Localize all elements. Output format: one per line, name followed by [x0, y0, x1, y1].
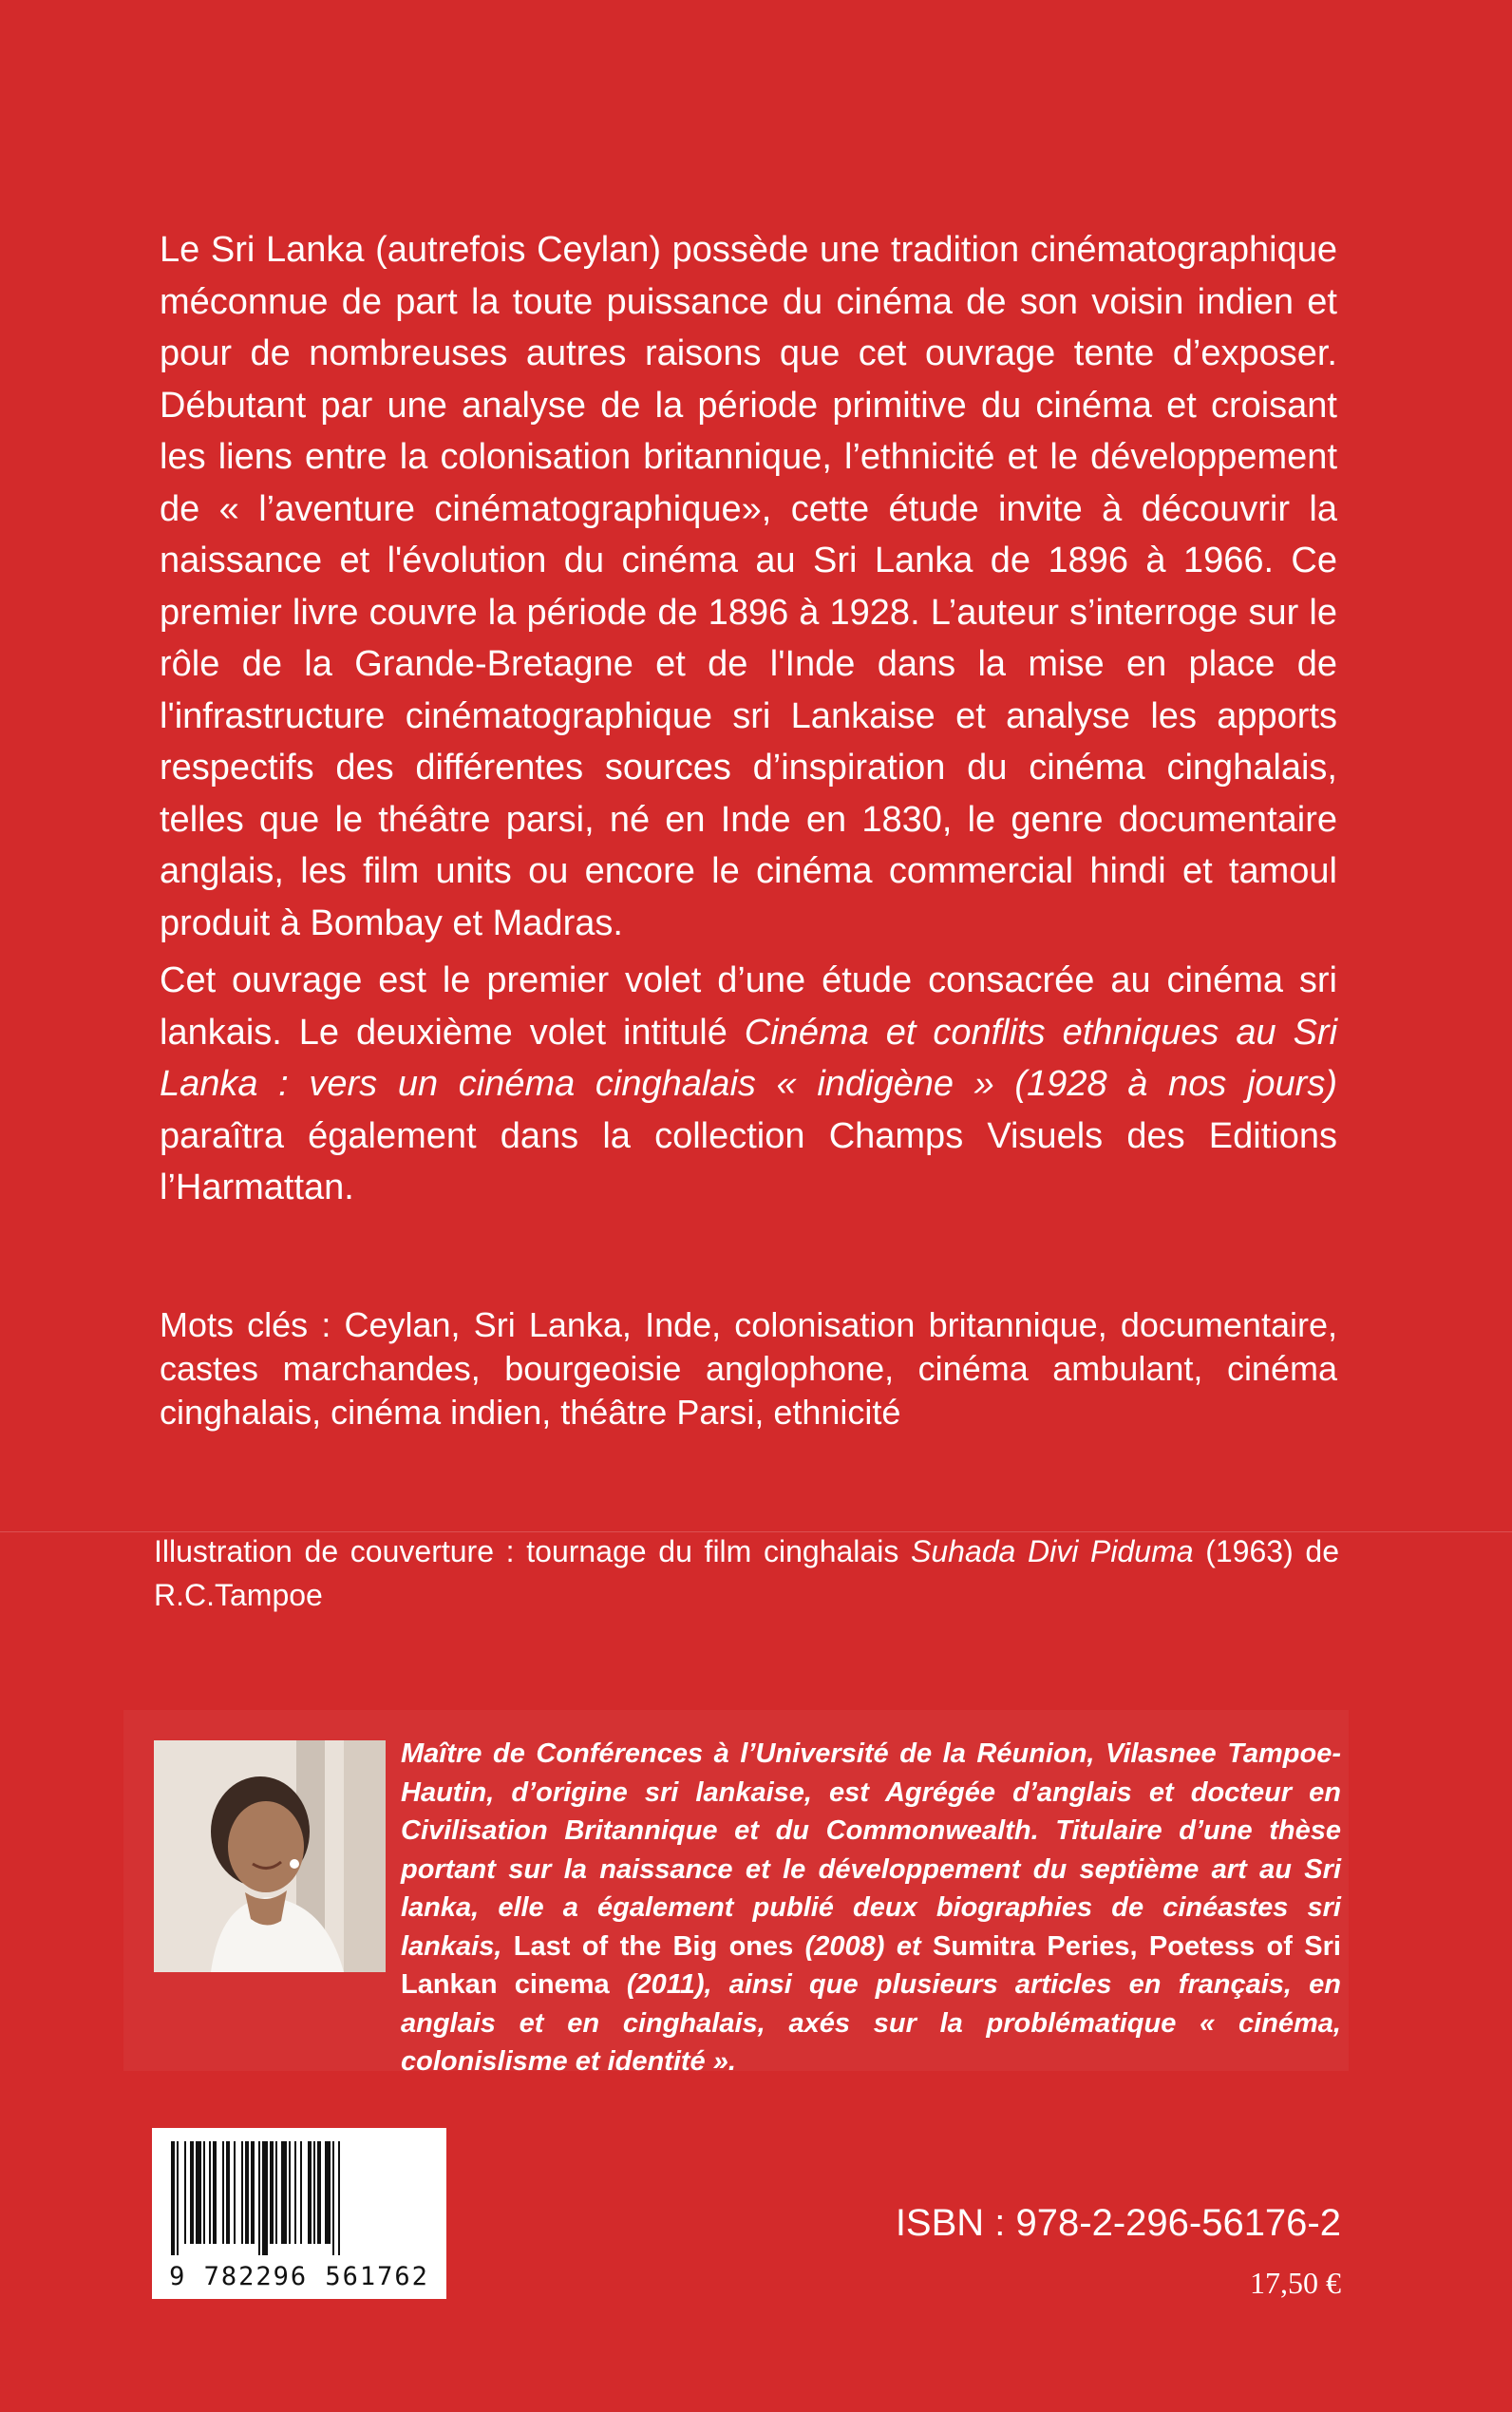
barcode-bar [275, 2141, 277, 2244]
barcode-bar [325, 2141, 331, 2244]
barcode-bar [226, 2141, 230, 2244]
barcode-bar [209, 2141, 211, 2244]
barcode-bar [289, 2141, 291, 2244]
author-photo [154, 1740, 386, 1972]
barcode-bar [338, 2141, 340, 2255]
barcode-bar [213, 2141, 217, 2244]
isbn: ISBN : 978-2-296-56176-2 [895, 2202, 1341, 2244]
keywords-text: Mots clés : Ceylan, Sri Lanka, Inde, colonisation britannique, documentaire, castes marchandes, bourgeoisie anglophone, cinéma ambulant, cinéma cinghalais, cinéma indien, théâtre Parsi, ethnicité [160, 1305, 1337, 1432]
cover-illustration-credit [154, 1529, 1339, 1617]
barcode-bar [196, 2141, 201, 2244]
barcode-bar [317, 2141, 321, 2244]
second-volume-title: Cinéma et conflits ethniques au Sri Lanka : vers un cinéma cinghalais « indigène » (1928 à nos jours) [160, 1012, 1338, 1104]
barcode-bar [270, 2141, 274, 2244]
barcode-bar [251, 2141, 255, 2244]
summary-paragraph-2 [160, 955, 1337, 1214]
bio-book-1: Last of the Big ones [513, 1930, 794, 1962]
barcode-bar [308, 2141, 312, 2244]
barcode-bar [177, 2141, 179, 2255]
barcode-bar [203, 2141, 205, 2244]
barcode-bar [241, 2141, 243, 2244]
barcode-bars [152, 2128, 446, 2261]
barcode-bar [234, 2141, 236, 2244]
barcode-bar [300, 2141, 302, 2244]
film-title: Suhada Divi Piduma [911, 1534, 1194, 1568]
barcode-bar [281, 2141, 287, 2244]
summary-text: Le Sri Lanka (autrefois Ceylan) possède une tradition cinématographique méconnue de part la toute puissance du cinéma de son voisin indien et pour de nombreuses autres raisons que cet ouvrage tente d’exposer. Débutant par une analyse de la période primitive du cinéma et croisant les liens entre la colonisation britannique, l’ethnicité et le développement de « l’aventure cinématographique», cette étude invite à découvrir la naissance et l'évolution du cinéma au Sri Lanka de 1896 à 1966. Ce premier livre couvre la période de 1896 à 1928. L’auteur s’interroge sur le rôle de la Grande-Bretagne et de l'Inde dans la mise en place de l'infrastructure cinématographique sri Lankaise et analyse les apports respectifs des différentes sources d’inspiration du cinéma cinghalais, telles que le théâtre parsi, né en Inde en 1830, le genre documentaire anglais, les film units ou encore le cinéma commercial hindi et tamoul produit à Bombay et Madras. [160, 230, 1337, 943]
barcode-bar [294, 2141, 296, 2244]
author-biography [401, 1735, 1341, 2081]
barcode [152, 2128, 446, 2299]
barcode-bar [222, 2141, 224, 2244]
barcode-digits: 9 782296 561762 [169, 2262, 429, 2291]
barcode-bar [262, 2141, 268, 2255]
bio-year-1: (2008) et [793, 1930, 934, 1962]
barcode-bar [258, 2141, 260, 2255]
barcode-bar [184, 2141, 186, 2244]
summary-paragraph-1 [160, 224, 1337, 949]
barcode-bar [313, 2141, 315, 2244]
author-portrait-image [154, 1740, 386, 1972]
barcode-bar [171, 2141, 175, 2255]
summary-text-after: paraîtra également dans la collection Champs Visuels des Editions l’Harmattan. [160, 1115, 1337, 1207]
barcode-bar [190, 2141, 194, 2244]
bio-book-2: Sumitra Peries, Poetess of Sri Lankan cinema [401, 1930, 1341, 2000]
price: 17,50 € [1250, 2266, 1341, 2300]
illustration-text-before: Illustration de couverture : tournage du film cinghalais [154, 1534, 912, 1568]
barcode-bar [245, 2141, 249, 2244]
summary-text-before: Cet ouvrage est le premier volet d’une étude consacrée au cinéma sri lankais. Le deuxième volet intitulé [160, 960, 1337, 1053]
keywords [160, 1303, 1337, 1434]
barcode-bar [332, 2141, 334, 2255]
bio-text-1: Maître de Conférences à l’Université de la Réunion, Vilasnee Tampoe-Hautin, d’origine sri lankaise, est Agrégée d’anglais et docteur en Civilisation Britannique et du Commonwealth. Titulaire d’une thèse portant sur la naissance et le développement du septième art au Sri lanka, elle a également publié deux biographies de cinéastes sri lankais, [401, 1738, 1341, 1962]
bio-text-2: (2011), ainsi que plusieurs articles en français, en anglais et en cinghalais, axés sur la problématique « cinéma, colonislisme et identité ». [401, 1969, 1342, 2077]
illustration-text-after: (1963) de R.C.Tampoe [154, 1534, 1340, 1612]
